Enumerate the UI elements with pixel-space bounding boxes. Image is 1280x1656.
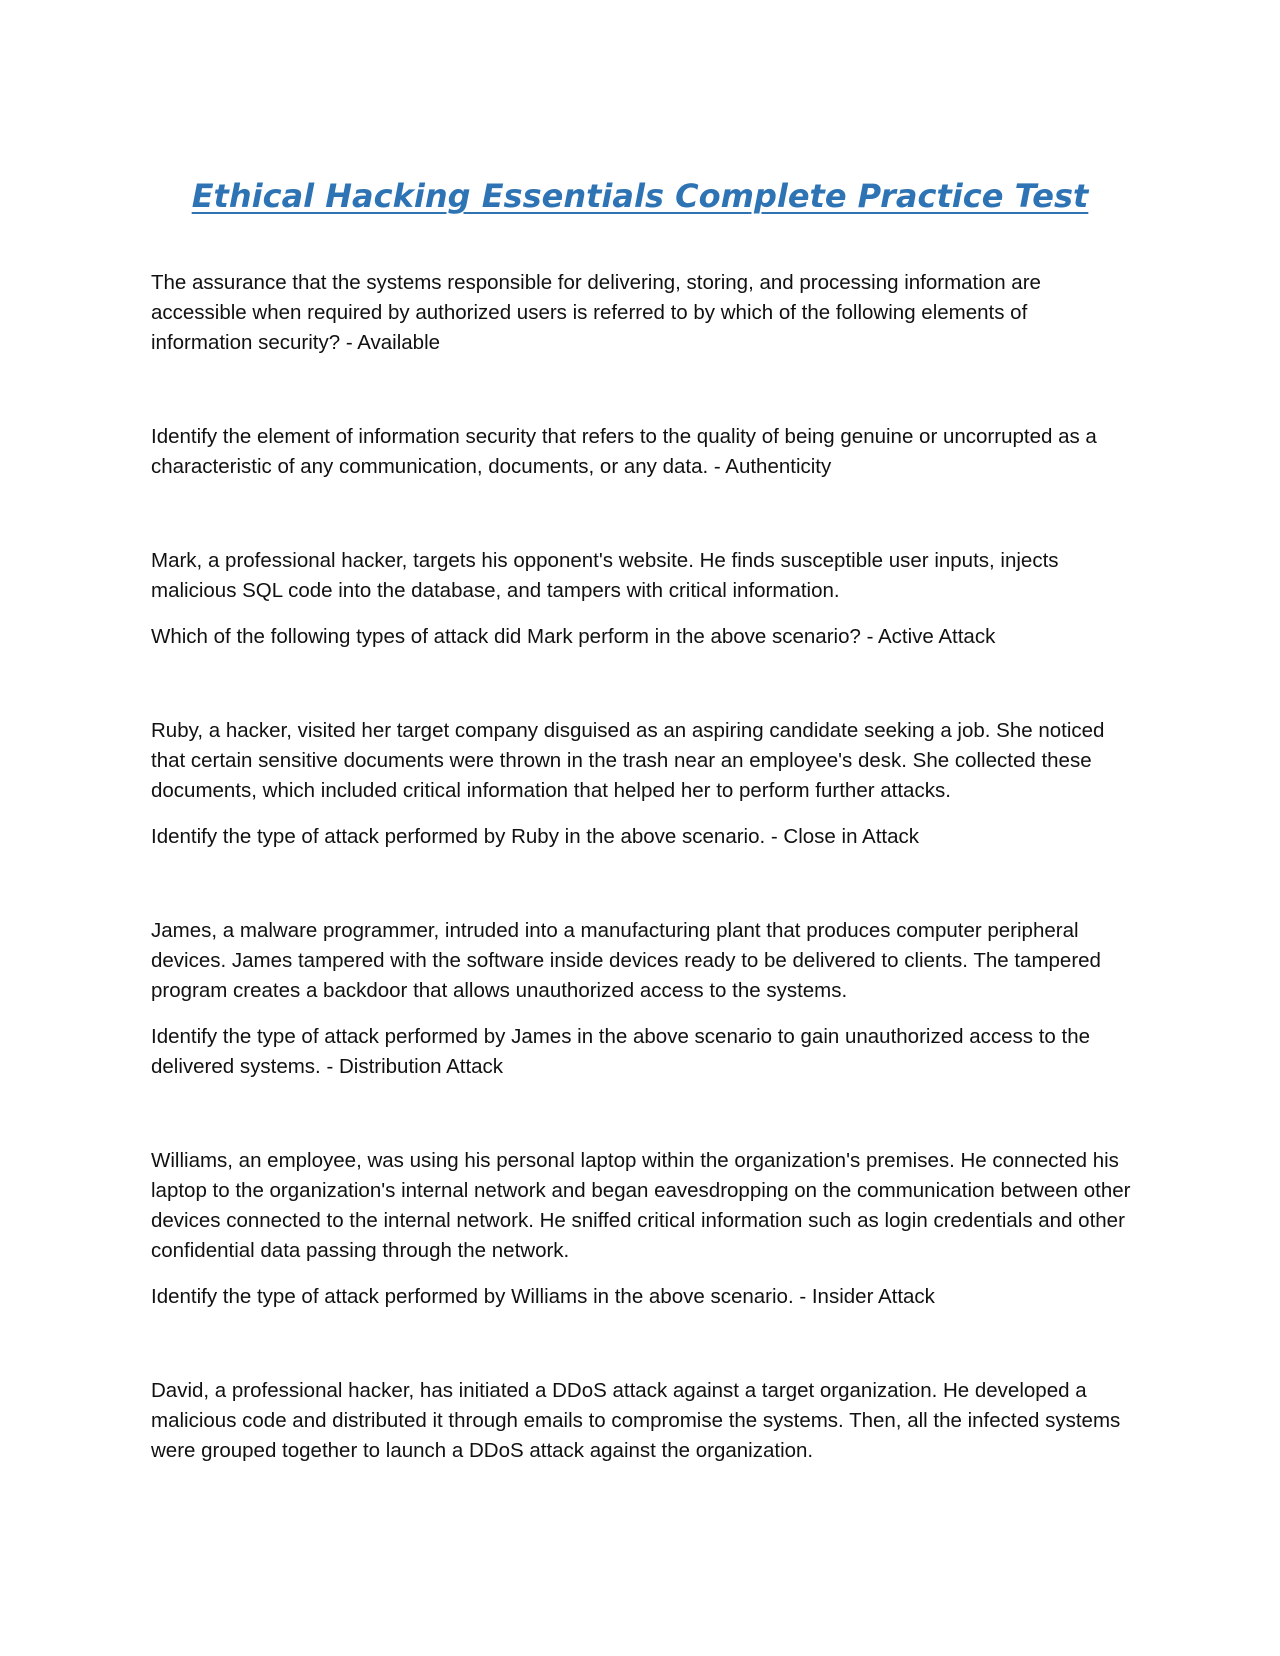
question-block-3 (151, 546, 1131, 652)
scenario-paragraph: Ruby, a hacker, visited her target company disguised as an aspiring candidate seeking a job. She noticed that certain sensitive documents were thrown in the trash near an employee's desk. She collected these documents, which included critical information that helped her to perform further attacks. (151, 719, 1105, 802)
question-paragraph: Identify the type of attack performed by James in the above scenario to gain unauthorized access to the delivered systems. - Distribution Attack (151, 1025, 1090, 1078)
question-block-7 (151, 1376, 1131, 1466)
question-block-5 (151, 916, 1131, 1082)
scenario-paragraph: David, a professional hacker, has initiated a DDoS attack against a target organization. He developed a malicious code and distributed it through emails to compromise the systems. Then, all the infected systems were grouped together to launch a DDoS attack against the organization. (151, 1379, 1121, 1462)
question-block-6 (151, 1146, 1131, 1312)
question-paragraph: Identify the element of information security that refers to the quality of being genuine or uncorrupted as a characteristic of any communication, documents, or any data. - Authenticity (151, 425, 1097, 478)
document-body (151, 268, 1131, 1530)
question-paragraph: The assurance that the systems responsible for delivering, storing, and processing information are accessible when required by authorized users is referred to by which of the following elements of information security? - Available (151, 271, 1041, 354)
question-paragraph: Identify the type of attack performed by Ruby in the above scenario. - Close in Attack (151, 825, 920, 848)
question-block-1 (151, 268, 1131, 358)
question-block-2 (151, 422, 1131, 482)
question-block-4 (151, 716, 1131, 852)
question-paragraph: Which of the following types of attack did Mark perform in the above scenario? - Active Attack (151, 625, 996, 648)
document-title: Ethical Hacking Essentials Complete Practice Test (191, 177, 1089, 215)
question-paragraph: Identify the type of attack performed by Williams in the above scenario. - Insider Attack (151, 1285, 935, 1308)
scenario-paragraph: Mark, a professional hacker, targets his opponent's website. He finds susceptible user inputs, injects malicious SQL code into the database, and tampers with critical information. (151, 549, 1059, 602)
scenario-paragraph: James, a malware programmer, intruded into a manufacturing plant that produces computer peripheral devices. James tampered with the software inside devices ready to be delivered to clients. The tampered program creates a backdoor that allows unauthorized access to the systems. (151, 919, 1101, 1002)
scenario-paragraph: Williams, an employee, was using his personal laptop within the organization's premises. He connected his laptop to the organization's internal network and began eavesdropping on the communication between other devices connected to the internal network. He sniffed critical information such as login credentials and other confidential data passing through the network. (151, 1149, 1131, 1262)
